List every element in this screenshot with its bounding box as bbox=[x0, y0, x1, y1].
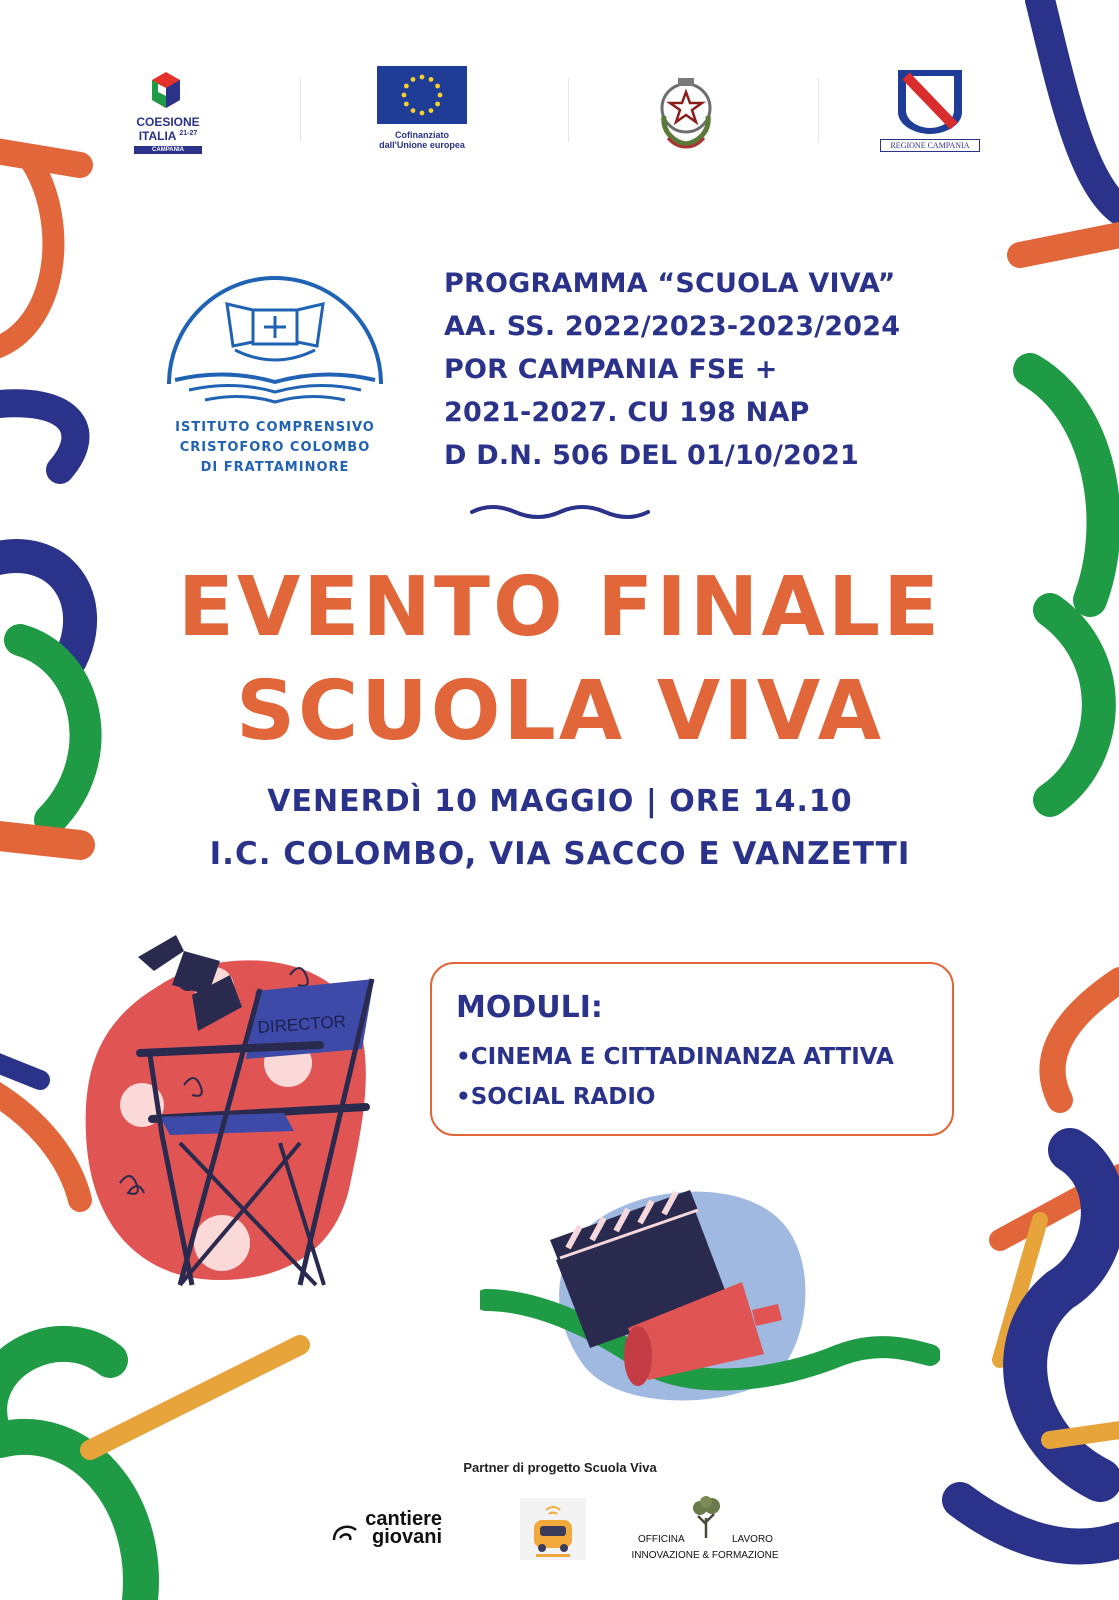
programme-line-2: AA. SS. 2022/2023-2023/2024 bbox=[444, 311, 901, 342]
clapperboard-illustration bbox=[480, 1180, 940, 1420]
school-name-line2: CRISTOFORO COLOMBO bbox=[179, 440, 371, 455]
coesione-region: CAMPANIA bbox=[134, 146, 202, 155]
eu-star bbox=[438, 93, 443, 98]
repubblica-italiana-emblem bbox=[648, 66, 724, 156]
eu-star bbox=[420, 111, 425, 116]
programme-line-1: PROGRAMMA “SCUOLA VIVA” bbox=[444, 268, 896, 299]
event-date: VENERDÌ 10 MAGGIO | ORE 14.10 bbox=[267, 784, 853, 819]
eu-logo bbox=[372, 66, 472, 162]
eu-star bbox=[411, 77, 416, 82]
eu-star bbox=[411, 108, 416, 113]
event-place: I.C. COLOMBO, VIA SACCO E VANZETTI bbox=[209, 836, 911, 872]
school-name-line1: ISTITUTO COMPRENSIVO bbox=[175, 420, 375, 435]
eu-flag-icon bbox=[377, 66, 467, 124]
coesione-line1: COESIONE bbox=[136, 115, 200, 129]
coesione-italia-logo-icon bbox=[128, 66, 208, 112]
eu-star bbox=[404, 84, 409, 89]
wave-divider bbox=[470, 500, 650, 524]
lavoro-word: LAVORO bbox=[732, 1534, 773, 1545]
school-logo bbox=[155, 258, 395, 488]
eu-caption-line1: Cofinanziato bbox=[395, 130, 449, 140]
moduli-box bbox=[430, 962, 954, 1136]
olive-tree-icon bbox=[688, 1496, 724, 1538]
coesione-years: 21-27 bbox=[179, 129, 198, 137]
eu-star bbox=[404, 102, 409, 107]
school-name-line3: DI FRATTAMINORE bbox=[200, 460, 350, 475]
chair-label: DIRECTOR bbox=[256, 1011, 347, 1037]
cantiere-line2: giovani bbox=[372, 1526, 443, 1548]
moduli-item-social-radio: •SOCIAL RADIO bbox=[456, 1084, 656, 1110]
emblem-of-italy-icon bbox=[648, 66, 724, 156]
logo-separator bbox=[568, 78, 569, 142]
officina-word: OFFICINA bbox=[638, 1534, 685, 1545]
eu-star bbox=[435, 84, 440, 89]
moduli-item-cinema: •CINEMA E CITTADINANZA ATTIVA bbox=[456, 1044, 894, 1070]
regione-caption: REGIONE CAMPANIA bbox=[880, 139, 980, 152]
regione-campania-crest-icon bbox=[896, 68, 964, 136]
coesione-italia-logo bbox=[128, 66, 208, 158]
cantiere-giovani-logo bbox=[330, 1508, 470, 1554]
regione-campania-logo bbox=[880, 68, 980, 160]
eu-star bbox=[402, 93, 407, 98]
event-title-line2: SCUOLA VIVA bbox=[235, 664, 885, 759]
cantiere-line1: cantiere bbox=[365, 1508, 443, 1530]
programme-line-5: D D.N. 506 DEL 01/10/2021 bbox=[444, 440, 859, 471]
eu-star bbox=[420, 75, 425, 80]
event-title-line1: EVENTO FINALE bbox=[177, 560, 943, 655]
logo-separator bbox=[818, 78, 819, 142]
logo-separator bbox=[300, 78, 301, 142]
officina-logo bbox=[620, 1496, 790, 1566]
social-radio-icon bbox=[520, 1498, 586, 1560]
eu-star bbox=[435, 102, 440, 107]
ship-on-book-logo bbox=[155, 258, 395, 408]
programme-details bbox=[444, 262, 900, 477]
moduli-heading: MODULI: bbox=[456, 990, 603, 1025]
cinema-illustration bbox=[80, 935, 400, 1320]
coesione-line2: ITALIA bbox=[138, 128, 177, 143]
partners-heading: Partner di progetto Scuola Viva bbox=[463, 1460, 657, 1475]
social-radio-logo bbox=[520, 1498, 586, 1560]
officina-line2: INNOVAZIONE & FORMAZIONE bbox=[631, 1550, 779, 1561]
programme-line-4: 2021-2027. CU 198 NAP bbox=[444, 397, 810, 428]
eu-caption-line2: dall'Unione europea bbox=[379, 140, 465, 151]
programme-line-3: POR CAMPANIA FSE + bbox=[444, 354, 778, 385]
eu-star bbox=[429, 108, 434, 113]
eu-star bbox=[429, 77, 434, 82]
